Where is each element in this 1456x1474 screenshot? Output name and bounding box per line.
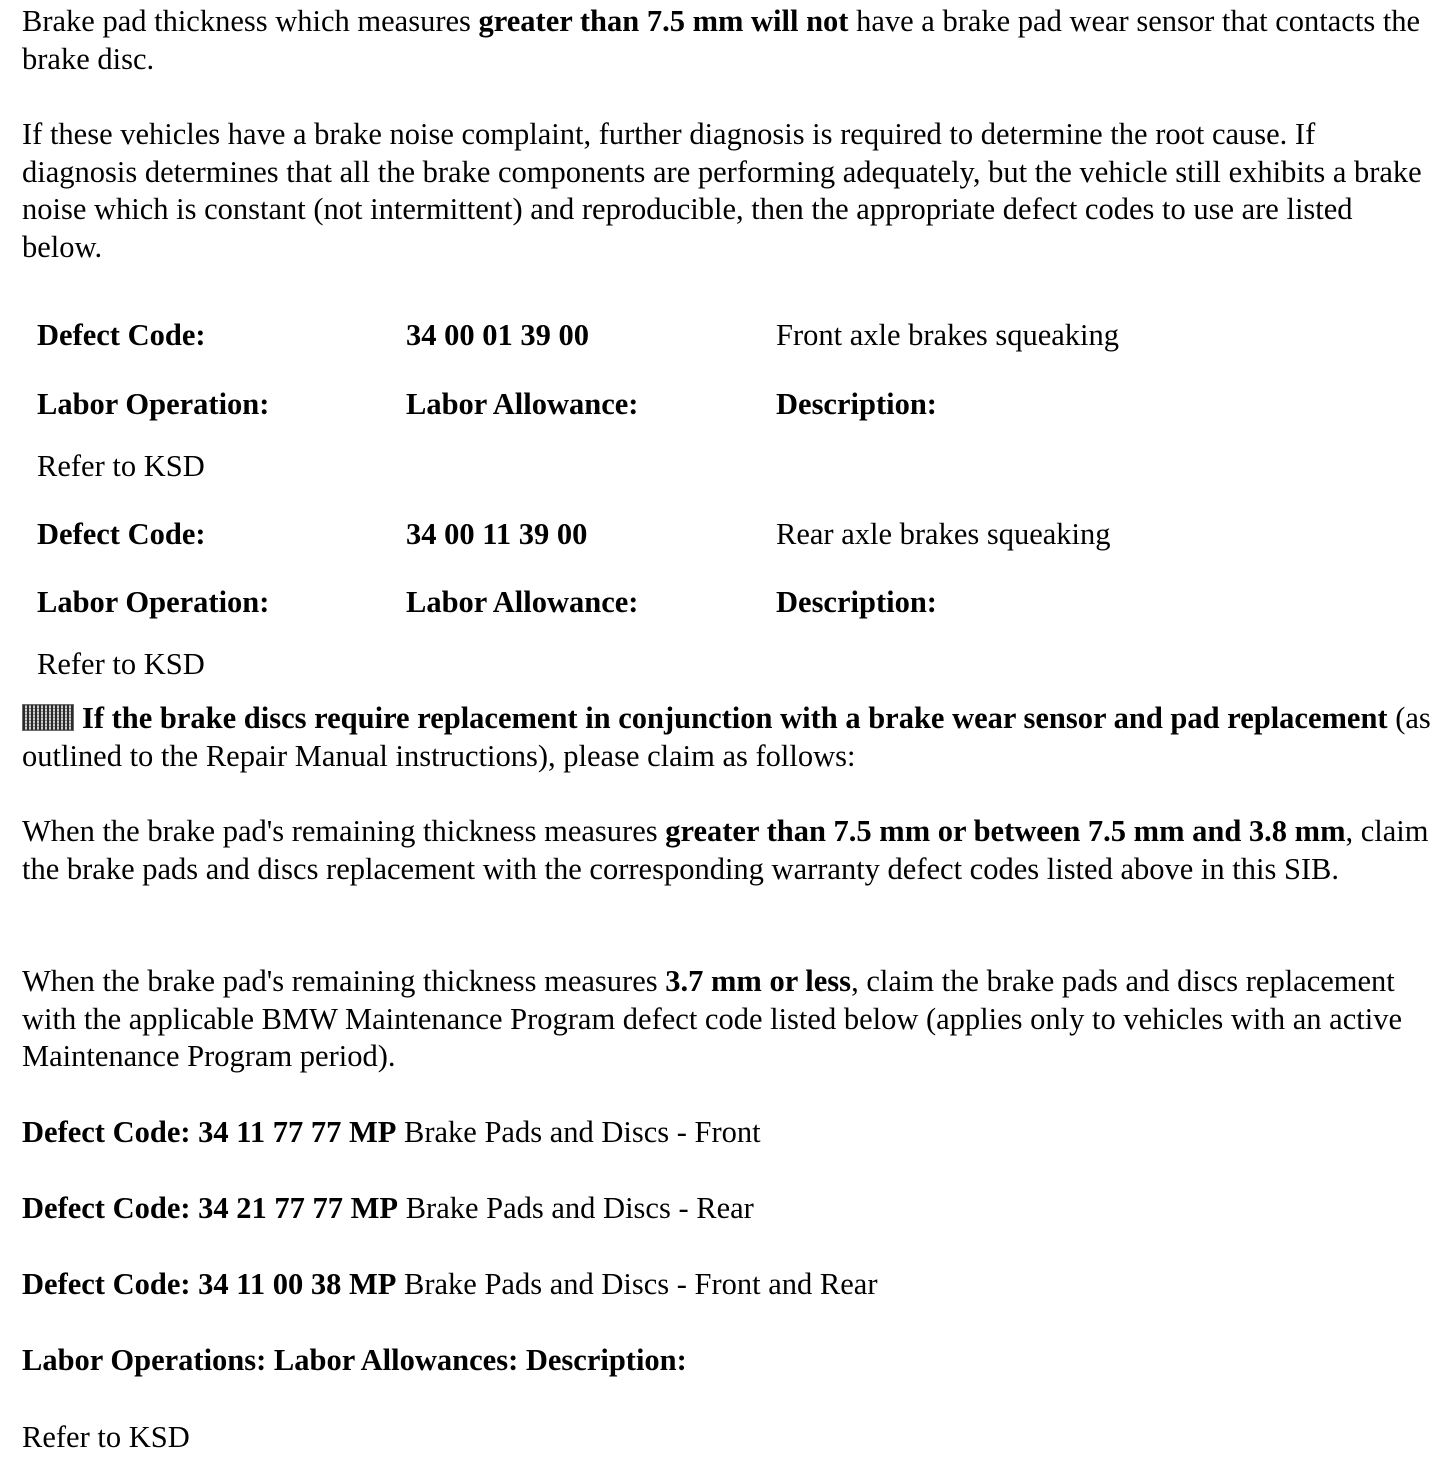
- labor-operation-label: Labor Operation:: [37, 387, 270, 421]
- mp-code-label: Defect Code: 34 11 77 77 MP: [22, 1115, 397, 1149]
- replacement-note-bold: If the brake discs require replacement in conjunction with a brake wear sensor and pad replacement: [82, 701, 1388, 735]
- intro-bold: greater than 7.5 mm will not: [478, 4, 849, 38]
- defect-row-front: [37, 317, 1417, 357]
- description-label: Description:: [776, 387, 937, 421]
- less-bold: 3.7 mm or less: [665, 964, 852, 998]
- refer-to-ksd: Refer to KSD: [37, 449, 205, 483]
- labor-header-text: Labor Operations: Labor Allowances: Description:: [22, 1343, 687, 1377]
- description-label: Description:: [776, 585, 937, 619]
- mp-code-front-rear: [22, 1266, 878, 1304]
- mp-code-text: Brake Pads and Discs - Front: [396, 1115, 761, 1149]
- refer-to-ksd: Refer to KSD: [37, 647, 205, 681]
- intro-text-2: have a brake pad wear sensor that contacts the brake disc.: [22, 4, 1421, 76]
- less-text-1: When the brake pad's remaining thickness measures: [22, 964, 666, 998]
- defect-code-label: Defect Code:: [37, 318, 206, 352]
- defect-code-value: 34 00 01 39 00: [406, 318, 589, 352]
- between-text-2: , claim the brake pads and discs replacement with the corresponding warranty defect codes listed above in this SIB.: [22, 814, 1429, 886]
- defect-code-value: 34 00 11 39 00: [406, 517, 588, 551]
- note-icon: [22, 704, 74, 731]
- defect-row-rear: [37, 516, 1417, 556]
- labor-operation-label: Labor Operation:: [37, 585, 270, 619]
- defect-description: Front axle brakes squeaking: [776, 318, 1120, 352]
- mp-code-front: [22, 1114, 761, 1152]
- labor-header: [22, 1342, 687, 1380]
- final-refer: Refer to KSD: [22, 1420, 190, 1454]
- between-bold: greater than 7.5 mm or between 7.5 mm and 3.8 mm: [665, 814, 1346, 848]
- less-thickness-paragraph: [22, 963, 1432, 1076]
- intro-text-1: Brake pad thickness which measures: [22, 4, 479, 38]
- labor-header-row-rear: [37, 584, 1417, 624]
- mp-code-text: Brake Pads and Discs - Rear: [398, 1191, 754, 1225]
- refer-row-front: [37, 448, 1417, 488]
- between-text-1: When the brake pad's remaining thickness measures: [22, 814, 666, 848]
- labor-allowance-label: Labor Allowance:: [406, 585, 639, 619]
- defect-code-label: Defect Code:: [37, 517, 206, 551]
- defect-description: Rear axle brakes squeaking: [776, 517, 1111, 551]
- mp-code-label: Defect Code: 34 11 00 38 MP: [22, 1267, 397, 1301]
- refer-row-rear: [37, 646, 1417, 686]
- replacement-note: [22, 700, 1432, 775]
- less-text-2: , claim the brake pads and discs replacement with the applicable BMW Maintenance Program defect code listed below (applies only to vehicles with an active Maintenance Program period).: [22, 964, 1402, 1073]
- labor-header-row-front: [37, 386, 1417, 426]
- replacement-note-text: (as outlined to the Repair Manual instructions), please claim as follows:: [22, 701, 1431, 773]
- mp-code-label: Defect Code: 34 21 77 77 MP: [22, 1191, 399, 1225]
- mp-code-rear: [22, 1190, 754, 1228]
- intro-paragraph: [22, 3, 1432, 78]
- diagnosis-paragraph: If these vehicles have a brake noise complaint, further diagnosis is required to determine the root cause. If diagnosis determines that all the brake components are performing adequately, but the vehicle still exhibits a brake noise which is constant (not intermittent) and reproducible, then the appropriate defect codes to use are listed below.: [22, 117, 1422, 264]
- between-thickness-paragraph: [22, 813, 1432, 888]
- mp-code-text: Brake Pads and Discs - Front and Rear: [396, 1267, 878, 1301]
- labor-allowance-label: Labor Allowance:: [406, 387, 639, 421]
